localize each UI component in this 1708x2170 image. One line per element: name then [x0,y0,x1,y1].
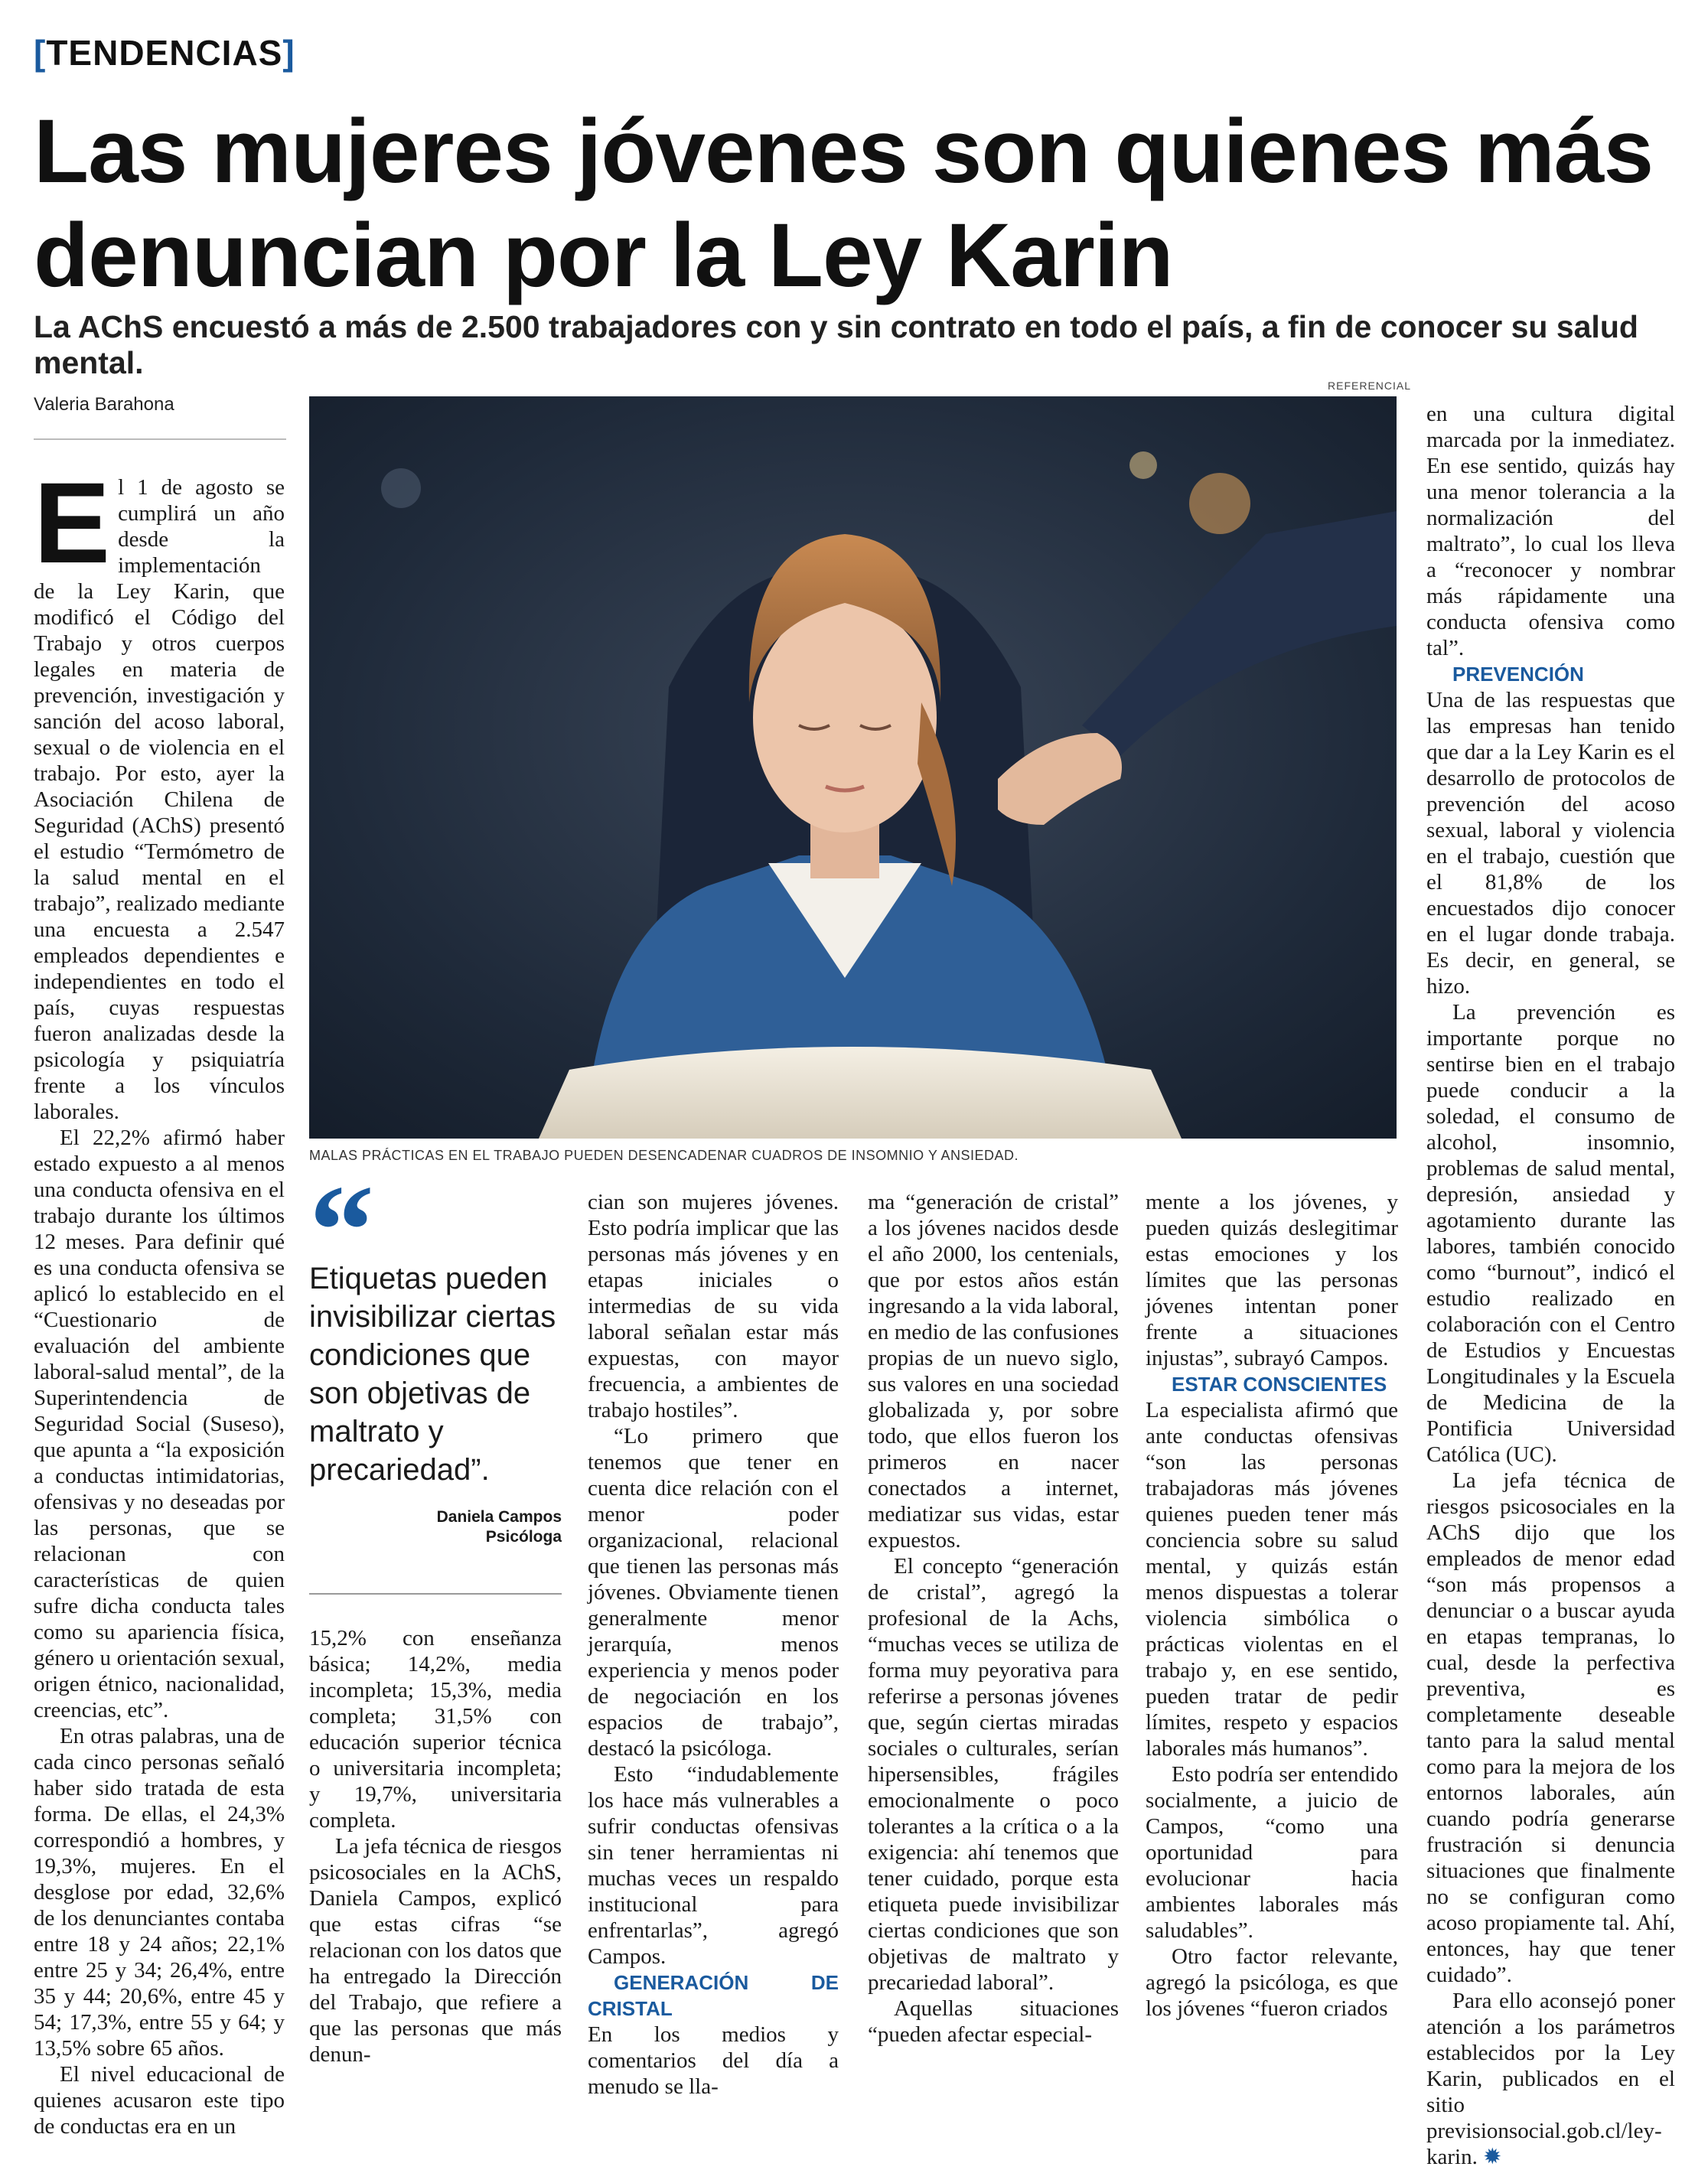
paragraph-7: cian son mujeres jóvenes. Esto podría implicar que las personas más jóvenes y en etapas iniciales o intermedias de su vida laboral señalan estar más expuestas, con mayor frecuencia, a ambientes de trabajo hostiles”. [588,1190,839,1422]
photo-illustration [309,396,1397,1139]
paragraph-17: Otro factor relevante, agregó la psicóloga, es que los jóvenes “fueron criados [1146,1944,1398,2021]
paragraph-22-text: Para ello aconsejó poner atención a los parámetros establecidos por la Ley Karin, publicados en el sitio previsionsocial.gob.cl/ley-karin. [1426,1989,1675,2169]
section-tag [34,32,295,73]
quote-divider [309,1593,562,1595]
quote-mark-icon: “ [309,1158,374,1302]
pull-quote [309,1158,562,1598]
photo-caption: MALAS PRÁCTICAS EN EL TRABAJO PUEDEN DESENCADENAR CUADROS DE INSOMNIO Y ANSIEDAD. [309,1148,1019,1163]
column-5 [1146,1189,1398,2022]
quote-author-title: Psicóloga [485,1528,562,1546]
paragraph-9: Esto “indudablemente los hace más vulnerables a sufrir conductas ofensivas sin tener herramientas ni muchas veces un respaldo institucional para enfrentarlas”, agregó Campos. [588,1762,839,1969]
article-photo [309,396,1397,1139]
paragraph-15: La especialista afirmó que ante conductas ofensivas “son las personas trabajadoras más jóvenes quienes pueden tener más conciencia sobre su salud mental, y quizás están menos dispuestas a tolerar violencia simbólica o prácticas violentas en el trabajo y, en ese sentido, pueden tratar de pedir límites, respeto y espacios laborales más humanos”. [1146,1398,1398,1761]
paragraph-4: El nivel educacional de quienes acusaron este tipo de conductas era en un [34,2062,285,2139]
paragraph-3: En otras palabras, una de cada cinco personas señaló haber sido tratada de esta forma. De ellas, el 24,3% correspondió a hombres, y 19,3%, mujeres. En el desglose por edad, 32,6% de los denunciantes contaba entre 18 y 24 años; 22,1% entre 25 y 34; 26,4%, entre 35 y 44; 20,6%, entre 45 y 54; 17,3%, entre 55 y 64; y 13,5% sobre 65 años. [34,1724,285,2061]
paragraph-12: El concepto “generación de cristal”, agregó la profesional de la Achs, “muchas veces se utiliza de forma muy peyorativa para referirse a personas jóvenes que, según ciertas miradas sociales o culturales, serían hipersensibles, frágiles emocionalmente o poco tolerantes a la crítica o a la exigencia: ahí tenemos que tener cuidado, porque esta etiqueta puede invisibilizar ciertas condiciones que son objetivas de maltrato y precariedad laboral”. [868,1554,1119,1995]
photo-credit: REFERENCIAL [1328,380,1412,392]
paragraph-16: Esto podría ser entendido socialmente, a juicio de Campos, “como una oportunidad para evolucionar hacia ambientes laborales más saludables”. [1146,1762,1398,1943]
section-bracket-close: ] [282,33,295,73]
subtitle-generacion-de-cristal: GENERACIÓN DE CRISTAL [588,1971,839,2020]
paragraph-10: En los medios y comentarios del día a menudo se lla- [588,2022,839,2099]
column-3 [588,1189,839,2100]
subheadline: La AChS encuestó a más de 2.500 trabajadores con y sin contrato en todo el país, a fin de conocer su salud mental. [34,309,1638,380]
paragraph-20: La prevención es importante porque no sentirse bien en el trabajo puede conducir a la soledad, el consumo de alcohol, insomnio, problemas de salud mental, depresión, ansiedad y agotamiento durante las labores, también conocido como “burnout”, indicó el estudio realizado en colaboración con el Centro de Estudios y Encuestas Longitudinales y la Escuela de Medicina de la Pontificia Universidad Católica (UC). [1426,1000,1675,1467]
drop-cap: E [34,458,111,587]
paragraph-11: ma “generación de cristal” a los jóvenes nacidos desde el año 2000, los centenials, que por estos años están ingresando a la vida laboral, en medio de las confusiones propias de un nuevo siglo, sus valores en una sociedad globalizada y, por sobre todo, que ellos fueron los primeros en nacer conectados a internet, mediatizar sus vidas, estar expuestos. [868,1190,1119,1553]
column-1 [34,458,285,2139]
paragraph-1 [34,458,285,1125]
paragraph-14: mente a los jóvenes, y pueden quizás deslegitimar estas emociones y los límites que las personas jóvenes intentan poner frente a situaciones injustas”, subrayó Campos. [1146,1190,1398,1370]
paragraph-5: 15,2% con enseñanza básica; 14,2%, media incompleta; 15,3%, media completa; 31,5% con educación superior técnica o universitaria incompleta; y 19,7%, universitaria completa. [309,1626,562,1833]
byline-divider [34,438,286,440]
page-title: Las mujeres jóvenes son quienes más denuncian por la Ley Karin [34,101,1654,306]
paragraph-13: Aquellas situaciones “pueden afectar especial- [868,1996,1119,2047]
paragraph-6: La jefa técnica de riesgos psicosociales en la AChS, Daniela Campos, explicó que estas cifras “se relacionan con los datos que ha entregado la Dirección del Trabajo, que refiere a que las personas que más denun- [309,1834,562,2067]
column-6 [1426,401,1675,2170]
end-mark-icon: ✹ [1483,2145,1502,2169]
paragraph-19: Una de las respuestas que las empresas han tenido que dar a la Ley Karin es el desarrollo de protocolos de prevención del acoso sexual, laboral y violencia en el trabajo, cuestión que el 81,8% de los encuestados dijo conocer en el lugar donde trabaja. Es decir, en general, se hizo. [1426,688,1675,999]
section-bracket-open: [ [34,33,47,73]
column-2 [309,1625,562,2067]
paragraph-2: El 22,2% afirmó haber estado expuesto a al menos una conducta ofensiva en el trabajo durante los últimos 12 meses. Para definir qué es una conducta ofensiva se aplicó lo establecido en el “Cuestionario de evaluación del ambiente laboral-salud mental”, de la Superintendencia de Seguridad Social (Suseso), que apunta a “la exposición a conductas intimidatorias, ofensivas y no deseadas por las personas, que se relacionan con características de quien sufre dicha conducta tales como su apariencia física, género u orientación sexual, origen étnico, nacionalidad, creencias, etc”. [34,1126,285,1722]
paragraph-18: en una cultura digital marcada por la inmediatez. En ese sentido, quizás hay una menor tolerancia a la normalización del maltrato”, lo cual los lleva a “reconocer y nombrar más rápidamente una conducta ofensiva como tal”. [1426,402,1675,660]
quote-author-name: Daniela Campos [436,1508,562,1526]
paragraph-8: “Lo primero que tenemos que tener en cuenta dice relación con el menor poder organizacional, relacional que tienen las personas más jóvenes. Obviamente tienen generalmente menor jerarquía, menos experiencia y menos poder de negociación en los espacios de trabajo”, destacó la psicóloga. [588,1424,839,1761]
paragraph-1-text: l 1 de agosto se cumplirá un año desde la implementación de la Ley Karin, que modificó el Código del Trabajo y otros cuerpos legales en materia de prevención, investigación y sanción del acoso laboral, sexual o de violencia en el trabajo. Por esto, ayer la Asociación Chilena de Seguridad (AChS) presentó el estudio “Termómetro de la salud mental en el trabajo”, realizado mediante una encuesta a 2.547 empleados dependientes e independientes en todo el país, cuyas respuestas fueron analizadas desde la psicología y psiquiatría frente a los vínculos laborales. [34,475,285,1124]
column-4 [868,1189,1119,2048]
subtitle-estar-conscientes: ESTAR CONSCIENTES [1172,1373,1387,1396]
subtitle-prevencion: PREVENCIÓN [1452,663,1584,686]
paragraph-21: La jefa técnica de riesgos psicosociales en la AChS dijo que los empleados de menor edad “son más propensos a denunciar o a buscar ayuda en etapas tempranas, lo cual, desde la perfectiva preventiva, es completamente deseable tanto para la salud mental como para la mejora de los entornos laborales, aún cuando podría generarse frustración si denuncia situaciones que finalmente no se configuran como acoso propiamente tal. Ahí, entonces, hay que tener cuidado”. [1426,1468,1675,1987]
section-label: TENDENCIAS [46,33,283,73]
quote-text: Etiquetas pueden invisibilizar ciertas condiciones que son objetivas de maltrato y precariedad”. [309,1262,556,1487]
paragraph-22 [1426,1988,1675,2170]
quote-attribution [309,1507,562,1547]
byline: Valeria Barahona [34,394,174,415]
